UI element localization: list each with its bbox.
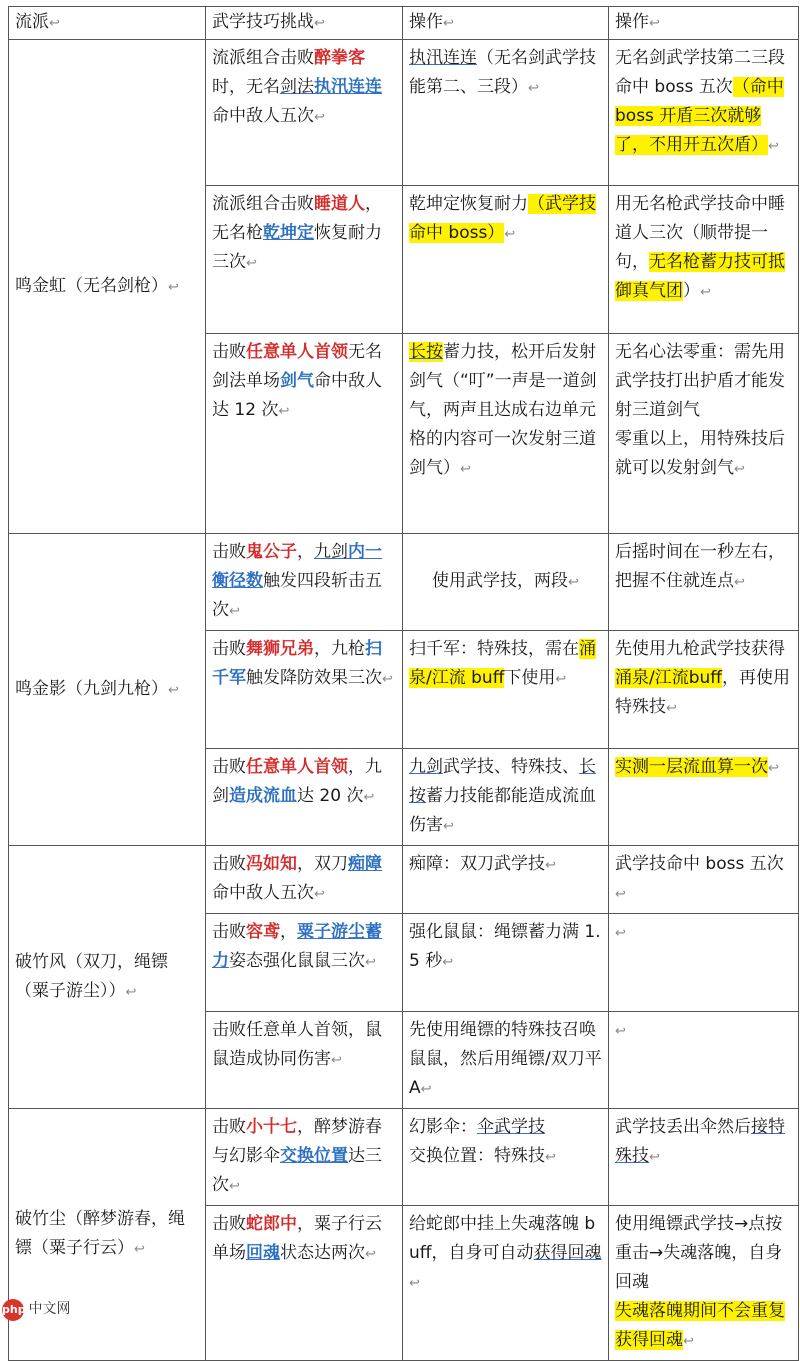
operation-cell: [403, 186, 609, 334]
cell-text-segment: ，无名枪: [212, 194, 382, 243]
cell-text-segment: 先使用绳镖的特殊技召唤鼠鼠，然后用绳镖/双刀平 A: [409, 1020, 602, 1098]
header-school: 流派↩: [9, 7, 206, 40]
cell-text-segment: 容鸢: [246, 922, 280, 942]
paragraph-mark: ↩: [615, 887, 626, 902]
paragraph-mark: ↩: [168, 682, 179, 698]
paragraph-mark: ↩: [568, 575, 579, 590]
cell-text-segment: 击败: [212, 1117, 246, 1137]
cell-text-segment: 任意单人首领: [246, 757, 348, 777]
challenge-cell: [206, 846, 403, 914]
operation-cell: [403, 534, 609, 631]
cell-text-segment: 睡道人: [314, 194, 365, 214]
school-name: 鸣金影（九剑九枪）: [15, 678, 168, 699]
paragraph-mark: ↩: [420, 1082, 432, 1097]
cell-text-segment: 造成流血: [229, 786, 297, 806]
paragraph-mark: ↩: [229, 604, 240, 619]
cell-text-segment: 鬼公子: [246, 542, 297, 562]
cell-text-segment: 武学技命中 boss 五次: [615, 854, 784, 874]
operation-cell: [403, 1206, 609, 1361]
cell-text-segment: 流派组合击败: [212, 194, 314, 214]
paragraph-mark: ↩: [365, 1247, 376, 1262]
operation-cell: [403, 749, 609, 846]
cell-text-segment: 时，无名: [212, 77, 280, 97]
cell-text-segment: 达 20 次: [297, 786, 364, 806]
operation-detail-cell: [609, 334, 799, 534]
school-name: 鸣金虹（无名剑枪）: [15, 275, 168, 296]
cell-text-segment: 状态达两次: [280, 1243, 365, 1263]
challenge-cell: [206, 534, 403, 631]
cell-text-segment: ，九枪: [314, 639, 365, 659]
cell-text-segment: 击败: [212, 922, 246, 942]
cell-text-segment: 武学技丢出伞然后: [615, 1117, 751, 1137]
operation-cell: [403, 40, 609, 186]
challenge-cell: [206, 334, 403, 534]
cell-text-segment: 触发四段斩击五次: [212, 571, 382, 620]
cell-text-segment: 实测一层流血算一次: [615, 757, 768, 777]
operation-cell: [403, 846, 609, 914]
cell-text-segment: 长按: [409, 757, 596, 806]
cell-text-segment: 无名剑法单场: [212, 342, 382, 391]
operation-detail-cell: [609, 1206, 799, 1361]
cell-text-segment: 先使用九枪武学技获得: [615, 639, 785, 659]
cell-text-segment: 击败任意单人首领，鼠鼠造成协同伤害: [212, 1020, 382, 1069]
paragraph-mark: ↩: [545, 1150, 556, 1165]
cell-text-segment: 击败: [212, 854, 246, 874]
cell-text-segment: 失魂落魄期间不会重复获得回魂: [615, 1301, 785, 1350]
cell-text-segment: 内一衡径数: [212, 542, 382, 591]
school-cell: [9, 534, 206, 846]
cell-text-segment: 击败: [212, 542, 246, 562]
paragraph-mark: ↩: [134, 1242, 145, 1257]
operation-cell: [403, 1109, 609, 1206]
cell-text-segment: 给蛇郎中挂上失魂落魄 buff，自身可自动: [409, 1214, 596, 1263]
paragraph-mark: ↩: [363, 790, 375, 805]
cell-text-segment: 回魂: [246, 1243, 280, 1263]
cell-text-segment: 扫千军：特殊技，需在: [409, 639, 579, 659]
cell-text-segment: 命中敌人达 12 次: [212, 371, 382, 420]
school-name: 破竹风（双刀，绳镖（粟子游尘））: [15, 951, 168, 1001]
logo-badge: php: [2, 1299, 24, 1321]
header-operation: 操作↩: [403, 7, 609, 40]
cell-text-segment: 零重以上，用特殊技后就可以发射剑气: [615, 429, 785, 478]
header-operation-2: 操作↩: [609, 7, 799, 40]
cell-text-segment: 下使用: [504, 668, 556, 688]
paragraph-mark: ↩: [229, 1179, 240, 1194]
site-logo: [2, 1298, 88, 1320]
challenge-cell: [206, 1012, 403, 1109]
cell-text-segment: 剑法: [280, 77, 314, 97]
operation-detail-cell: [609, 749, 799, 846]
table-header-row: [9, 7, 799, 40]
challenge-cell: [206, 914, 403, 1012]
paragraph-mark: ↩: [768, 761, 779, 776]
table-row: [9, 40, 799, 186]
cell-text-segment: 用无名枪武学技命中睡道人三次（顺带提一句，: [615, 194, 785, 272]
challenge-cell: [206, 40, 403, 186]
cell-text-segment: 强化鼠鼠：绳镖蓄力满 1.5 秒: [409, 922, 601, 971]
paragraph-mark: ↩: [278, 404, 290, 419]
guide-table: [8, 6, 799, 1361]
paragraph-mark: ↩: [504, 227, 516, 242]
paragraph-mark: ↩: [734, 575, 745, 590]
cell-text-segment: ）: [683, 281, 700, 301]
cell-text-segment: ，再使用特殊技: [615, 668, 791, 717]
cell-text-segment: 九剑: [409, 757, 443, 777]
cell-text-segment: 击败: [212, 1214, 246, 1234]
paragraph-mark: ↩: [666, 701, 677, 716]
cell-text-segment: 乾坤定: [263, 223, 314, 243]
cell-text-segment: （无名剑武学技能第二、三段）: [409, 48, 596, 97]
cell-text-segment: 流派组合击败: [212, 48, 314, 68]
challenge-cell: [206, 631, 403, 749]
cell-text-segment: 姿态强化鼠鼠三次: [229, 951, 365, 971]
paragraph-mark: ↩: [125, 984, 137, 1000]
cell-text-segment: 涌泉/江流buff: [615, 668, 723, 688]
paragraph-mark: ↩: [442, 955, 454, 970]
cell-text-segment: 无名心法零重：需先用武学技打出护盾才能发射三道剑气: [615, 342, 785, 420]
cell-text-segment: 击败: [212, 639, 246, 659]
operation-detail-cell: [609, 186, 799, 334]
operation-cell: [403, 914, 609, 1012]
cell-text-segment: 伞武学技: [477, 1117, 545, 1137]
operation-cell: [403, 1012, 609, 1109]
cell-text-segment: 扫千军: [212, 639, 382, 688]
cell-text-segment: 无名枪蓄力技可抵御真气团: [615, 252, 785, 301]
cell-text-segment: 击败: [212, 757, 246, 777]
cell-text-segment: 使用绳镖武学技→点按重击→失魂落魄，自身回魂: [615, 1214, 783, 1292]
cell-text-segment: 交换位置: [280, 1146, 348, 1166]
operation-detail-cell: [609, 1109, 799, 1206]
cell-text-segment: 命中敌人五次: [212, 883, 314, 903]
cell-text-segment: ，九剑: [212, 757, 382, 806]
cell-text-segment: ，双刀: [297, 854, 348, 874]
paragraph-mark: ↩: [768, 139, 779, 154]
cell-text-segment: 交换位置：特殊技: [409, 1146, 545, 1166]
cell-text-segment: 使用武学技，两段: [432, 571, 569, 591]
cell-text-segment: 长按: [409, 342, 443, 362]
challenge-cell: [206, 186, 403, 334]
paragraph-mark: ↩: [443, 819, 454, 834]
challenge-cell: [206, 749, 403, 846]
cell-text-segment: （命中 boss 开盾三次就够了，不用开五次盾）: [615, 77, 784, 155]
paragraph-mark: ↩: [314, 110, 325, 125]
cell-text-segment: 武学技、特殊技、: [443, 757, 579, 777]
operation-cell: [403, 631, 609, 749]
paragraph-mark: ↩: [168, 279, 179, 295]
cell-text-segment: 无名剑武学技第二三段命中 boss 五次: [615, 48, 785, 97]
cell-text-segment: ，粟子行云单场: [212, 1214, 382, 1263]
cell-text-segment: 蛇郎中: [246, 1214, 297, 1234]
cell-text-segment: 九剑: [314, 542, 348, 562]
cell-text-segment: 任意单人首领: [246, 342, 348, 362]
paragraph-mark: ↩: [382, 672, 393, 687]
table-row: [9, 534, 799, 631]
school-name: 破竹尘（醉梦游春，绳镖（粟子行云）: [15, 1209, 185, 1258]
paragraph-mark: ↩: [683, 1334, 694, 1349]
paragraph-mark: ↩: [528, 81, 539, 96]
cell-text-segment: 执汛连连: [409, 48, 477, 68]
table-row: [9, 846, 799, 914]
cell-text-segment: ，醉梦游春与幻影伞: [212, 1117, 382, 1166]
cell-text-segment: 涌泉/江流 buff: [409, 639, 596, 688]
cell-text-segment: 执汛连连: [314, 77, 382, 97]
paragraph-mark: ↩: [409, 1276, 420, 1291]
operation-detail-cell: [609, 1012, 799, 1109]
cell-text-segment: 冯如知: [246, 854, 297, 874]
cell-text-segment: 醉拳客: [314, 48, 365, 68]
operation-detail-cell: [609, 914, 799, 1012]
cell-text-segment: 幻影伞：: [409, 1117, 477, 1137]
challenge-cell: [206, 1206, 403, 1361]
header-challenge: 武学技巧挑战↩: [206, 7, 403, 40]
cell-text-segment: 达三次: [212, 1146, 382, 1195]
cell-text-segment: 痴障：双刀武学技: [409, 854, 545, 874]
cell-text-segment: 恢复耐力三次: [212, 223, 382, 272]
cell-text-segment: 蓄力技能都能造成流血伤害: [409, 786, 596, 835]
paragraph-mark: ↩: [365, 955, 376, 970]
cell-text-segment: ，: [297, 542, 314, 562]
paragraph-mark: ↩: [734, 462, 745, 477]
operation-detail-cell: [609, 40, 799, 186]
cell-text-segment: 触发降防效果三次: [246, 668, 382, 688]
cell-text-segment: 命中敌人五次: [212, 106, 314, 126]
challenge-cell: [206, 1109, 403, 1206]
logo-text: 中文网: [28, 1301, 71, 1317]
cell-text-segment: 小十七: [246, 1117, 297, 1137]
cell-text-segment: 痴障: [348, 854, 382, 874]
cell-text-segment: 剑气: [280, 371, 314, 391]
paragraph-mark: ↩: [615, 1024, 626, 1039]
operation-detail-cell: [609, 631, 799, 749]
cell-text-segment: 蓄力技，松开后发射剑气（“叮”一声是一道剑气，两声且达成右边单元格的内容可一次发射三道剑气）: [409, 342, 597, 478]
cell-text-segment: 舞狮兄弟: [246, 639, 314, 659]
paragraph-mark: ↩: [331, 1053, 342, 1068]
table-row: [9, 1109, 799, 1206]
paragraph-mark: ↩: [545, 858, 556, 873]
paragraph-mark: ↩: [700, 285, 711, 300]
cell-text-segment: 粟子游尘蓄力: [212, 922, 382, 971]
school-cell: [9, 40, 206, 534]
cell-text-segment: ，: [280, 922, 297, 942]
operation-detail-cell: [609, 534, 799, 631]
cell-text-segment: 乾坤定恢复耐力: [409, 194, 528, 214]
paragraph-mark: ↩: [615, 926, 626, 941]
operation-cell: [403, 334, 609, 534]
cell-text-segment: （武学技命中 boss）: [409, 194, 596, 243]
paragraph-mark: ↩: [649, 1150, 660, 1165]
paragraph-mark: ↩: [246, 256, 257, 271]
cell-text-segment: 后摇时间在一秒左右，把握不住就连点: [615, 542, 785, 591]
operation-detail-cell: [609, 846, 799, 914]
paragraph-mark: ↩: [555, 672, 567, 687]
cell-text-segment: 击败: [212, 342, 246, 362]
paragraph-mark: ↩: [460, 462, 471, 477]
cell-text-segment: 接特殊技: [615, 1117, 785, 1166]
paragraph-mark: ↩: [314, 887, 325, 902]
school-cell: [9, 846, 206, 1109]
cell-text-segment: 获得回魂: [533, 1243, 602, 1263]
